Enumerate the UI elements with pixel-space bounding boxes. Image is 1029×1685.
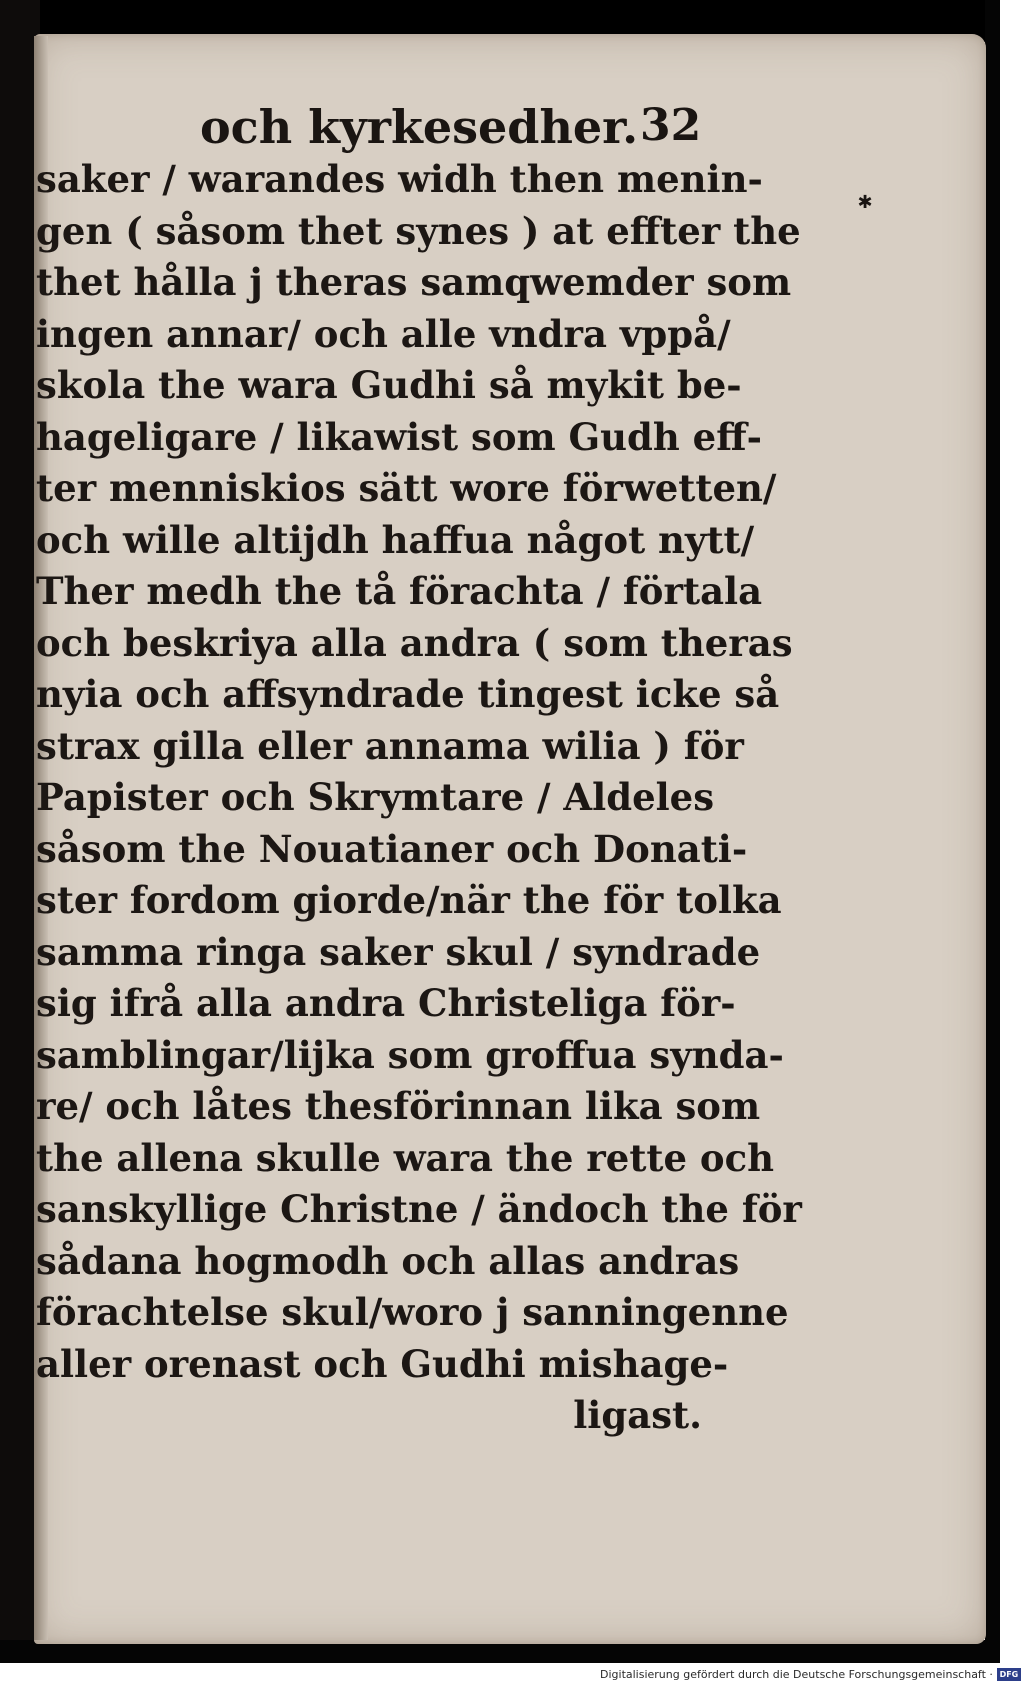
dfg-logo-icon: DFG <box>997 1668 1021 1681</box>
catchword-line: ligast. <box>573 1393 702 1437</box>
text-line: the allena skulle wara the rette och <box>36 1135 775 1180</box>
page-text-body <box>36 154 802 1442</box>
digitization-credit <box>600 1663 1019 1684</box>
text-line: såsom the Nouatianer och Donati- <box>36 826 748 871</box>
text-line: nyia och affsyndrade tingest icke så <box>36 672 780 716</box>
text-line: sig ifrå alla andra Christeliga för- <box>36 981 736 1025</box>
text-line: saker / warandes widh then menin- <box>36 157 763 201</box>
text-line: strax gilla eller annama wilia ) för <box>36 723 744 768</box>
text-line: Papister och Skrymtare / Aldeles <box>36 775 715 819</box>
text-line: skola the wara Gudhi så mykit be- <box>36 363 742 407</box>
text-line: och beskriya alla andra ( som theras <box>36 620 793 665</box>
text-line: gen ( såsom thet synes ) at effter the <box>36 208 801 253</box>
text-line: ingen annar/ och alle vndra vppå/ <box>36 311 731 356</box>
text-line: och wille altijdh haffua något nytt/ <box>36 517 755 562</box>
text-line: sådana hogmodh och allas andras <box>36 1238 740 1283</box>
ink-mark-icon: ✱ <box>857 192 873 213</box>
text-line: Ther medh the tå förachta / förtala <box>36 569 763 613</box>
text-line: re/ och låtes thesförinnan lika som <box>36 1084 761 1128</box>
text-line: ster fordom giorde/när the för tolka <box>36 878 782 922</box>
text-line: förachtelse skul/woro j sanningenne <box>36 1290 789 1334</box>
text-line: sanskyllige Christne / ändoch the för <box>36 1187 802 1231</box>
text-line: thet hålla j theras samqwemder som <box>36 260 792 304</box>
text-line: aller orenast och Gudhi mishage- <box>36 1341 729 1386</box>
credit-text: Digitalisierung gefördert durch die Deutsche Forschungsgemeinschaft · <box>600 1667 993 1681</box>
page-number: 32 <box>640 100 702 151</box>
text-line: hageligare / likawist som Gudh eff- <box>36 414 762 459</box>
text-line: samma ringa saker skul / syndrade <box>36 929 761 974</box>
scan-border-right <box>985 0 1000 1663</box>
running-header: och kyrkesedher. <box>200 100 639 154</box>
text-line: ter menniskios sätt wore förwetten/ <box>36 466 777 510</box>
text-line: samblingar/lijka som groffua synda- <box>36 1032 784 1077</box>
